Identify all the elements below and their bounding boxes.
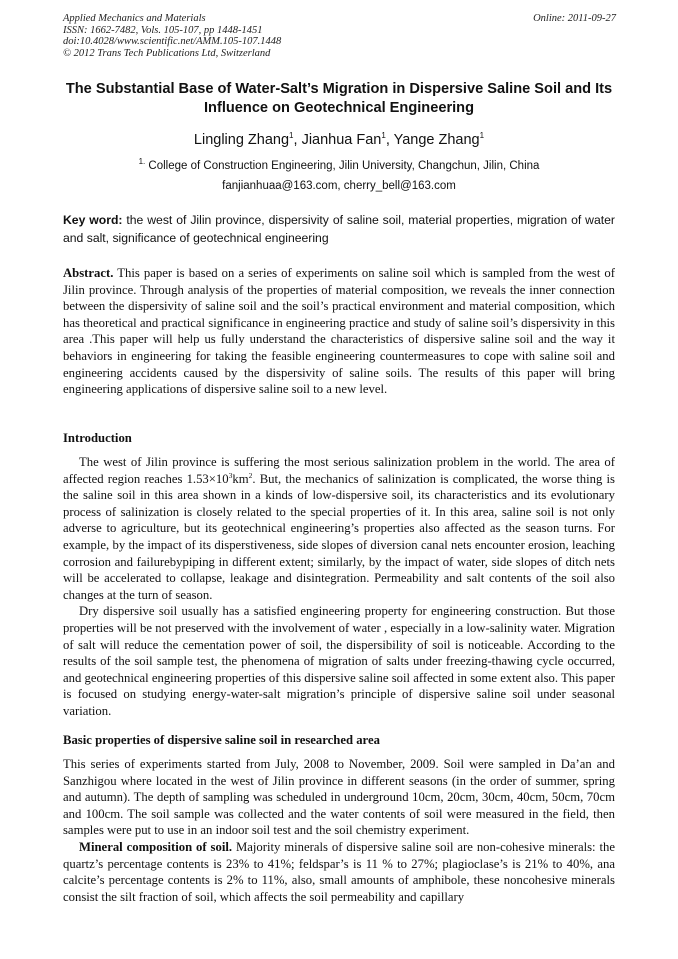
keywords-label: Key word: [63,213,123,227]
copyright-line: © 2012 Trans Tech Publications Ltd, Switzerland [63,47,271,59]
paragraph-text: The west of Jilin province is suffering the most serious salinization problem in the world. The area of affected region reaches 1.53×10 [63,455,615,486]
online-date: Online: 2011-09-27 [533,13,616,24]
author-separator: , [293,131,302,148]
paragraph: This series of experiments started from July, 2008 to November, 2009. Soil were sampled in Da’an and Sanzhigou where located in the west of Jilin province in different seasons (in the order of summer, spring and autumn). The depth of sampling was scheduled in underground 10cm, 20cm, 30cm, 40cm, 50cm, 70cm and 100cm. The soil sample was collected and the water contents of soil were measured in the field, then samples were put to use in an indoor soil test and the soil chemistry experiment. [63,757,615,838]
abstract-text: This paper is based on a series of experiments on saline soil which is sampled from the west of Jilin province. Through analysis of the properties of material composition, we reveals the inner connection between the dispersivity of saline soil and the soil’s practical environment and material composition, which has theoretical and practical significance in engineering practice and study of saline soil’s dispersivity in this area .This paper will help us fully understand the characteristics of dispersive saline soil and the way it behaviors in engineering for taking the feasible engineering countermeasures to cope with saline soil and engineering accidents caused by the dispersivity of saline soils. The results of this paper will bring engineering applications of dispersive saline soil to a new level. [63,266,615,397]
keywords-block [63,212,615,247]
section-heading-introduction: Introduction [63,431,132,445]
affiliation-mark: 1. [138,157,146,166]
author-affil-mark: 1 [479,131,485,140]
section-heading-basic-properties: Basic properties of dispersive saline soil in researched area [63,733,380,747]
journal-name: Applied Mechanics and Materials [63,13,206,24]
paragraph-text: km [232,471,249,486]
author-affil-mark: 1 [289,131,294,140]
paragraph-text: . But, the mechanics of salinization is complicated, the worse thing is the saline soil in this area shown in a kinds of low-dispersive soil, its characteristics and its evolutionary process of salinization is closely related to the special properties of it. In this area, saline soil is not only adverse to agriculture, but its geotechnical engineering’s properties also affected as the season turns. For example, by the impact of its disperstiveness, side slopes of diversion canal nets encounter erosion, leaching corrosion and failurebypiping in different extent; similarly, by the impact of water, side slopes of ditch nets will be accelerated to collapse, leakage and disintegration. Permeability and salt contents of the soil also changes at the turn of season. [63,471,615,602]
affiliation [40,157,638,172]
superscript: 2 [248,470,253,480]
paper-title: The Substantial Base of Water-Salt’s Migration in Dispersive Saline Soil and Its Influence on Geotechnical Engineering [65,81,613,116]
affiliation-text: College of Construction Engineering, Jilin University, Changchun, Jilin, China [145,159,540,172]
superscript: 3 [228,470,233,480]
paragraph [63,839,615,905]
paragraph [63,454,615,603]
issn-line: ISSN: 1662-7482, Vols. 105-107, pp 1448-1451 [63,24,263,36]
author-name: Yange Zhang [393,131,480,148]
journal-header [63,13,281,59]
abstract-label: Abstract. [63,266,114,280]
author-name: Jianhua Fan [301,131,382,148]
subsection-label: Mineral composition of soil. [79,839,233,854]
author-separator: , [385,131,394,148]
basic-properties-body [63,756,615,905]
doi-line: doi:10.4028/www.scientific.net/AMM.105-107.1448 [63,36,282,47]
author-affil-mark: 1 [381,131,386,140]
paragraph: Dry dispersive soil usually has a satisfied engineering property for engineering construction. But those properties will be not preserved with the involvement of water , especially in a low-salinity water. Migration of salt will reduce the cementation power of soil, the dispersibility of soil is noticeable. According to the results of the soil sample test, the phenomena of migration of salts under freezing-thawing cycle occurred, and geotechnical engineering properties of this dispersive saline soil affected in some extent also. This paper is focused on studying energy-water-salt migration’s principle of dispersive saline soil under seasonal variation. [63,604,615,718]
introduction-body [63,454,615,720]
author-list [40,131,638,148]
paragraph-text: Majority minerals of dispersive saline soil are non-cohesive minerals: the quartz’s percentage contents is 23% to 41%; feldspar’s is 11 % to 27%; plagioclase’s is 21% to 40%, ana calcite’s percentage contents is 2% to 11%, also, small amounts of amphibole, these noncohesive minerals consist the silt fraction of soil, which affects the soil permeability and capillary [63,839,615,904]
author-emails: fanjianhuaa@163.com, cherry_bell@163.com [222,180,456,192]
abstract-block [63,265,615,398]
author-name: Lingling Zhang [193,131,290,148]
keywords-text: the west of Jilin province, dispersivity of saline soil, material properties, migration of water and salt, significance of geotechnical engineering [63,213,615,245]
